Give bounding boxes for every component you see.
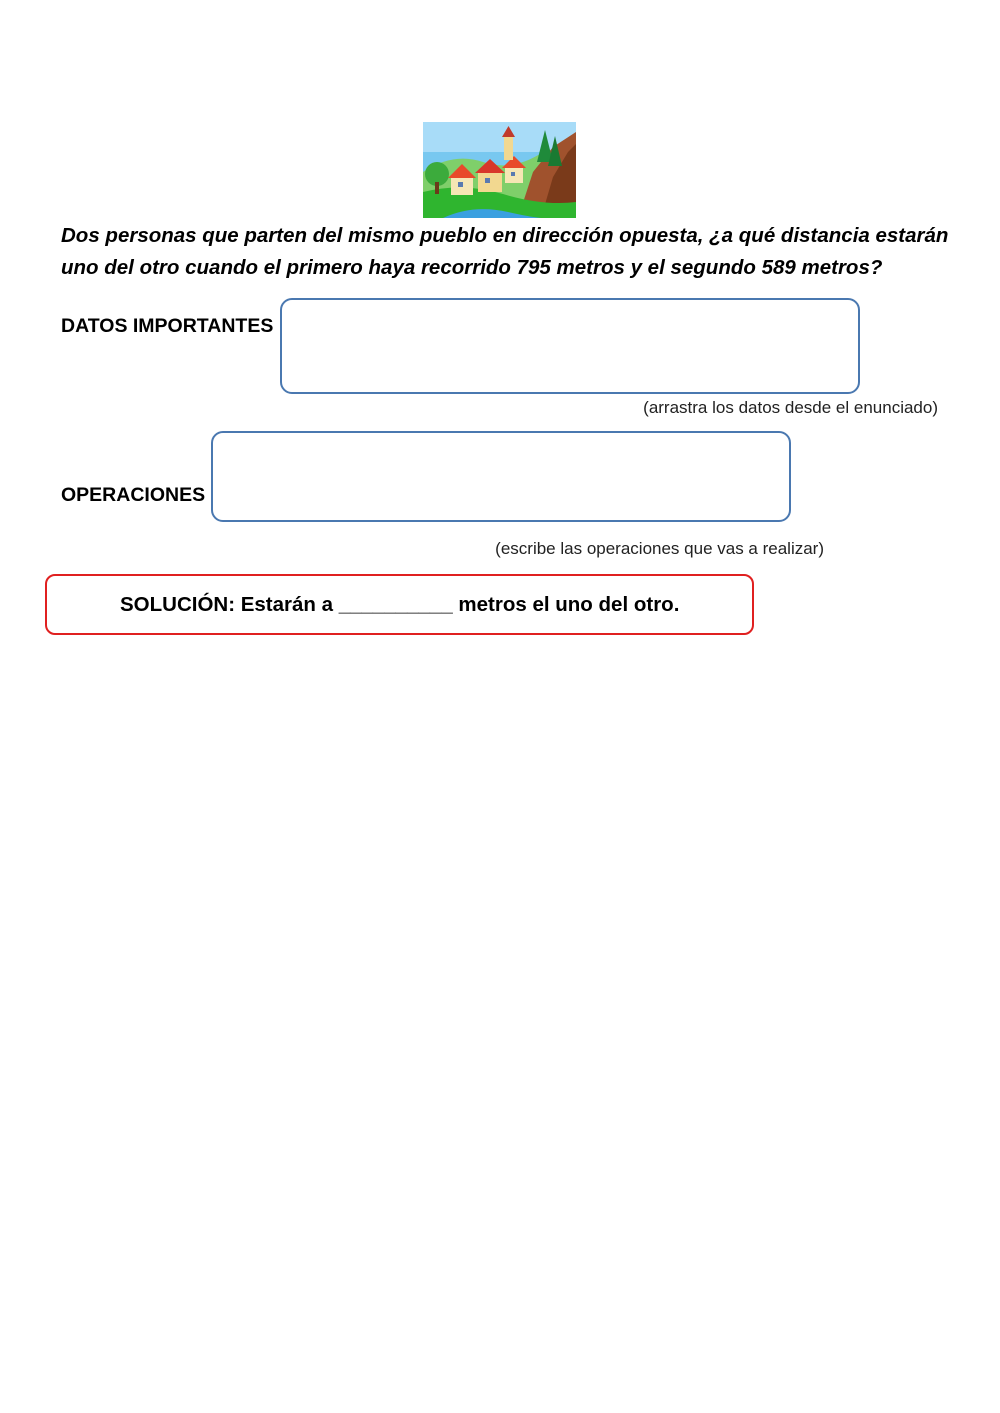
operaciones-input-box[interactable] xyxy=(211,431,791,522)
solution-text: SOLUCIÓN: Estarán a __________ metros el uno del otro. xyxy=(120,593,680,616)
problem-statement[interactable]: Dos personas que parten del mismo pueblo en dirección opuesta, ¿a qué distancia estarán uno del otro cuando el primero haya recorrido 795 metros y el segundo 589 metros? xyxy=(61,224,949,279)
church-tower xyxy=(504,136,513,160)
window xyxy=(485,178,490,183)
datos-drop-zone[interactable] xyxy=(280,298,860,394)
datos-hint: (arrastra los datos desde el enunciado) xyxy=(643,398,938,417)
window xyxy=(511,172,515,176)
operaciones-hint: (escribe las operaciones que vas a realizar) xyxy=(495,539,824,558)
tree-trunk xyxy=(435,182,439,194)
solution-box xyxy=(45,574,754,635)
window xyxy=(458,182,463,187)
village-landscape-illustration xyxy=(423,122,576,218)
operaciones-label: OPERACIONES xyxy=(61,484,206,506)
datos-importantes-label: DATOS IMPORTANTES xyxy=(61,315,274,337)
